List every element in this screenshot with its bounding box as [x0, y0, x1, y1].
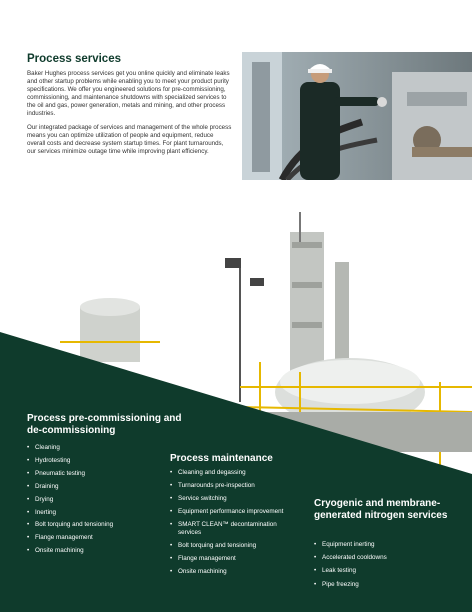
section-title-process-services: Process services — [27, 53, 121, 65]
intro-text — [27, 70, 232, 161]
heading-cryogenic-nitrogen: Cryogenic and membrane-generated nitrogen services — [314, 498, 448, 521]
list-item: • Flange management — [27, 532, 167, 545]
list-item: • Equipment performance improvement — [170, 508, 300, 516]
list-item: • Draining — [27, 481, 167, 494]
list-item: • Bolt torquing and tensioning — [170, 542, 300, 550]
list-item: • Equipment inerting — [314, 538, 464, 551]
list-item: • Pipe freezing — [314, 578, 464, 591]
list-item: • Leak testing — [314, 564, 464, 577]
list-item: • SMART CLEAN™ decontamination services — [170, 521, 300, 538]
list-item: • Onsite machining — [170, 568, 300, 576]
list-cryogenic-nitrogen — [314, 538, 464, 591]
intro-paragraph: Our integrated package of services and management of the whole process means you can optimize utilization of people and equipment, reduce overall costs and decrease system startup times. For plant turnarounds, our services minimize outage time while improving plant efficiency. — [27, 123, 232, 155]
list-item: • Cleaning — [27, 442, 167, 455]
list-item: • Cleaning and degassing — [170, 469, 300, 477]
list-item: • Hydrotesting — [27, 455, 167, 468]
list-item: • Flange management — [170, 555, 300, 563]
list-item: • Turnarounds pre-inspection — [170, 482, 300, 490]
intro-paragraph: Baker Hughes process services get you online quickly and eliminate leaks and other startup problems while enabling you to meet your product purity specifications. We offer you engineered solutions for pre-commissioning, commissioning, and maintenance shutdowns with specialized services to the oil and gas, power generation, metals and mining, and other process industries. — [27, 70, 230, 118]
list-item: • Onsite machining — [27, 545, 167, 558]
list-item: • Service switching — [170, 495, 300, 503]
list-item: • Accelerated cooldowns — [314, 551, 464, 564]
list-item: • Bolt torquing and tensioning — [27, 519, 167, 532]
list-item: • Inerting — [27, 507, 167, 520]
list-pre-commissioning — [27, 442, 167, 558]
worker-photo — [242, 52, 472, 180]
list-process-maintenance — [170, 469, 300, 577]
list-item: • Drying — [27, 494, 167, 507]
heading-process-maintenance: Process maintenance — [170, 453, 273, 464]
heading-pre-commissioning: Process pre-commissioning and de-commissioning — [27, 413, 182, 436]
list-item: • Pneumatic testing — [27, 468, 167, 481]
